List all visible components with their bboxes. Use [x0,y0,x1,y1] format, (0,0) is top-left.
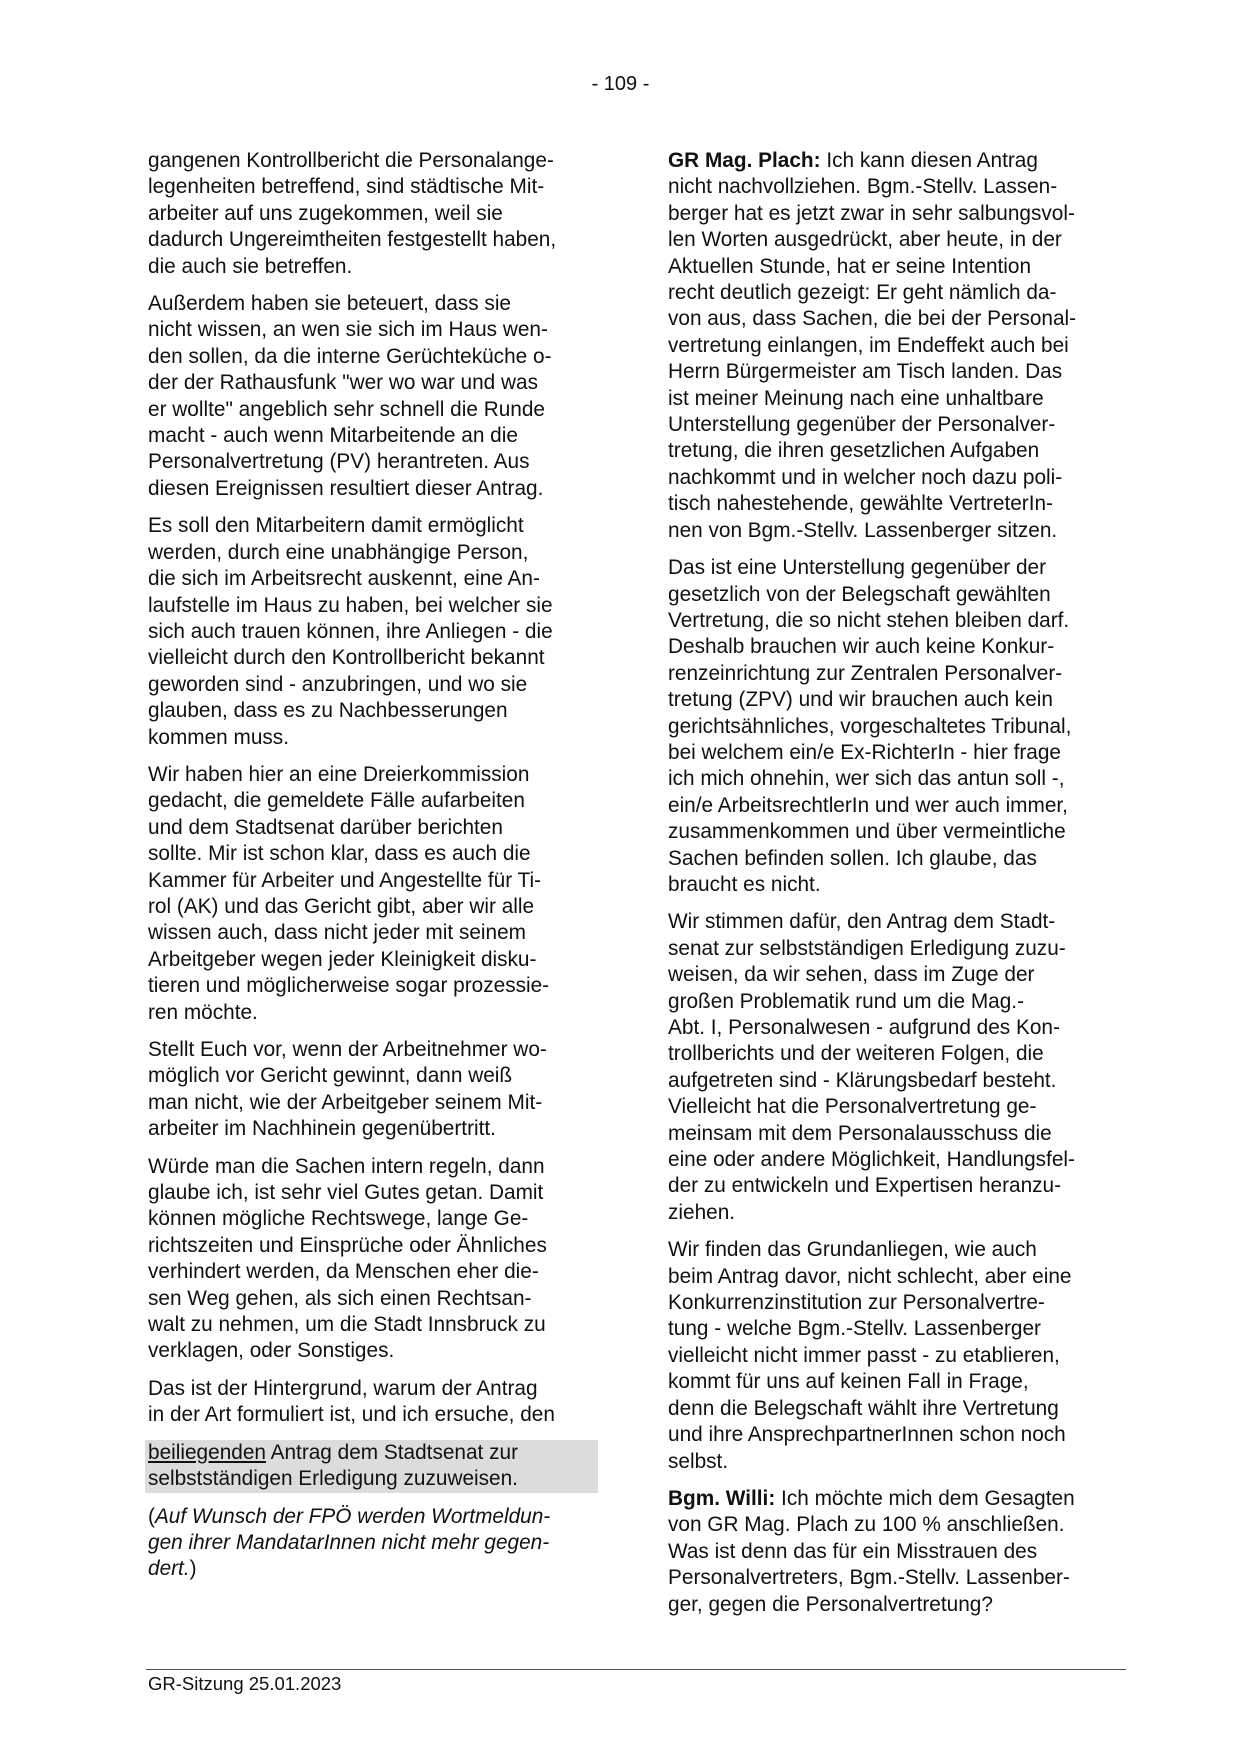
paragraph-line: aufgetreten sind - Klärungsbedarf besteht. [668,1068,1057,1092]
paragraph-line: Wir stimmen dafür, den Antrag dem Stadt- [668,910,1056,934]
paragraph-line: Herrn Bürgermeister am Tisch landen. Das [668,360,1063,384]
paragraph-line: verklagen, oder Sonstiges. [148,1339,395,1363]
paragraph [148,762,604,1026]
paragraph-line: denn die Belegschaft wählt ihre Vertretung [668,1396,1059,1420]
paragraph-line: Vertretung, die so nicht stehen bleiben darf. [668,608,1070,632]
paragraph [148,1037,604,1143]
paragraph-line: Aktuellen Stunde, hat er seine Intention [668,254,1032,278]
left-column [148,148,604,1594]
paragraph-line: er wollte" angeblich sehr schnell die Runde [148,397,545,421]
paragraph-line: Stellt Euch vor, wenn der Arbeitnehmer wo- [148,1038,547,1061]
paragraph-line: Konkurrenzinstitution zur Personalvertre- [668,1291,1045,1315]
paragraph-line [148,1556,604,1582]
paragraph-line: Deshalb brauchen wir auch keine Konkur- [668,635,1055,659]
paragraph-line [668,1486,1124,1512]
paragraph-line [668,148,1124,174]
paragraph-line: len Worten ausgedrückt, aber heute, in der [668,228,1062,252]
page-number: - 109 - [591,73,650,95]
paragraph-text: Antrag dem Stadtsenat zur [265,1440,518,1464]
paragraph-text: Ich kann diesen Antrag [820,149,1038,172]
paragraph-line: ziehen. [668,1200,736,1224]
footer-session-date: GR-Sitzung 25.01.2023 [148,1673,342,1694]
paragraph [148,148,604,280]
paragraph-line: zusammenkommen und über vermeintliche [668,820,1066,844]
paragraph-line: Kammer für Arbeiter und Angestellte für Ti- [148,868,542,892]
highlighted-motion-paragraph [148,1440,604,1493]
paragraph-line [145,1440,598,1466]
paragraph-line: werden, durch eine unabhängige Person, [148,540,529,564]
paragraph-line [148,1530,604,1556]
paragraph [148,513,604,751]
paragraph-line: sollte. Mir ist schon klar, dass es auch die [148,842,531,866]
paragraph-line: nicht wissen, an wen sie sich im Haus wen- [148,318,548,342]
paragraph-line: den sollen, da die interne Gerüchteküche o- [148,344,552,368]
note-text: Auf Wunsch der FPÖ werden Wortmeldun- [154,1504,551,1528]
paragraph-line: der zu entwickeln und Expertisen heranzu- [668,1174,1062,1198]
paragraph-line: großen Problematik rund um die Mag.- [668,989,1025,1013]
paragraph-line: Wir haben hier an eine Dreierkommission [148,762,530,786]
paragraph [668,1237,1124,1475]
paragraph-line: ren möchte. [148,1000,258,1024]
paragraph-line: rol (AK) und das Gericht gibt, aber wir alle [148,894,535,918]
paragraph-line: bei welchem ein/e Ex-RichterIn - hier frage [668,740,1061,764]
paragraph-line: macht - auch wenn Mitarbeitende an die [148,424,518,448]
paragraph-line [148,1504,604,1530]
paragraph-line: gedacht, die gemeldete Fälle aufarbeiten [148,789,525,813]
paragraph-line: ein/e ArbeitsrechtlerIn und wer auch immer, [668,793,1068,817]
paragraph-line: tieren und möglicherweise sogar prozessie- [148,974,550,998]
paragraph-line: senat zur selbstständigen Erledigung zuzu- [668,936,1066,960]
paragraph-line: tretung, die ihren gesetzlichen Aufgaben [668,439,1040,463]
paragraph-line: walt zu nehmen, um die Stadt Innsbruck zu [148,1313,546,1337]
paragraph-line: und dem Stadtsenat darüber berichten [148,815,503,839]
paragraph-line: tisch nahestehende, gewählte VertreterIn- [668,492,1053,516]
note-text: gen ihrer MandatarInnen nicht mehr gegen- [148,1530,550,1554]
paragraph-line: geworden sind - anzubringen, und wo sie [148,672,528,696]
speaker-name: GR Mag. Plach: [668,149,821,172]
paragraph-line: vielleicht nicht immer passt - zu etablieren, [668,1343,1060,1367]
paragraph [148,1376,604,1429]
paragraph-line: man nicht, wie der Arbeitgeber seinem Mit- [148,1090,543,1114]
paragraph-line: braucht es nicht. [668,872,821,896]
paragraph [668,148,1124,544]
paragraph-line: gangenen Kontrollbericht die Personalange- [148,149,554,172]
paragraph-line: dadurch Ungereimtheiten festgestellt haben, [148,228,557,252]
paragraph-line: sich auch trauen können, ihre Anliegen - die [148,619,553,643]
paragraph-line: laufstelle im Haus zu haben, bei welcher sie [148,593,553,617]
paragraph-line: Arbeitgeber wegen jeder Kleinigkeit disku- [148,947,537,971]
paragraph-line: trollberichts und der weiteren Folgen, die [668,1042,1044,1066]
paragraph-line: arbeiter im Nachhinein gegenübertritt. [148,1117,496,1141]
underlined-word: beiliegenden [148,1440,266,1464]
paragraph-line: können mögliche Rechtswege, lange Ge- [148,1207,529,1231]
speaker-name: Bgm. Willi: [668,1486,776,1510]
paragraph-line: von GR Mag. Plach zu 100 % anschließen. [668,1513,1065,1537]
paragraph-line: selbstständigen Erledigung zuzuweisen. [145,1466,598,1492]
paragraph-line: Das ist eine Unterstellung gegenüber der [668,556,1047,580]
right-column [668,148,1124,1629]
paragraph-line: wissen auch, dass nicht jeder mit seinem [148,921,526,945]
paragraph-line: Was ist denn das für ein Misstrauen des [668,1539,1038,1563]
paragraph-line: legenheiten betreffend, sind städtische Mit- [148,175,545,199]
paragraph-line: diesen Ereignissen resultiert dieser Antrag. [148,476,544,500]
editorial-note [148,1504,604,1583]
paragraph-line: selbst. [668,1449,729,1473]
paragraph-line: Wir finden das Grundanliegen, wie auch [668,1238,1037,1262]
paragraph-line: kommt für uns auf keinen Fall in Frage, [668,1370,1029,1394]
paragraph-line: kommen muss. [148,725,289,749]
paragraph-line: Abt. I, Personalwesen - aufgrund des Kon- [668,1016,1060,1039]
paragraph-line: Es soll den Mitarbeitern damit ermöglicht [148,514,524,538]
paragraph [148,291,604,502]
paragraph-line: die sich im Arbeitsrecht auskennt, eine An- [148,567,540,591]
paragraph-line: arbeiter auf uns zugekommen, weil sie [148,201,503,225]
paragraph-line: glaube ich, ist sehr viel Gutes getan. Damit [148,1181,544,1205]
paragraph [668,1486,1124,1618]
paragraph-line: Außerdem haben sie beteuert, dass sie [148,292,512,316]
paragraph-line: weisen, da wir sehen, dass im Zuge der [668,963,1035,987]
footer-divider [146,1669,1126,1670]
paragraph-line: Das ist der Hintergrund, warum der Antrag [148,1376,538,1400]
paragraph-line: Personalvertreters, Bgm.-Stellv. Lassenber- [668,1566,1070,1590]
paragraph-line: vielleicht durch den Kontrollbericht bekannt [148,646,545,670]
paragraph-line: Personalvertretung (PV) herantreten. Aus [148,450,530,474]
paragraph-line: nicht nachvollziehen. Bgm.-Stellv. Lassen- [668,175,1058,199]
paragraph-line: ger, gegen die Personalvertretung? [668,1592,993,1616]
paragraph [148,1154,604,1365]
paragraph-line: richtszeiten und Einsprüche oder Ähnliches [148,1233,547,1257]
paragraph-line: beim Antrag davor, nicht schlecht, aber eine [668,1264,1072,1288]
paragraph-line: nachkommt und in welcher noch dazu poli- [668,465,1063,489]
paragraph-line: Unterstellung gegenüber der Personalver- [668,413,1056,437]
paragraph-line: glauben, dass es zu Nachbesserungen [148,699,508,723]
paragraph-line: Vielleicht hat die Personalvertretung ge- [668,1095,1037,1119]
paragraph-line: Sachen befinden sollen. Ich glaube, das [668,846,1037,870]
paragraph-line: möglich vor Gericht gewinnt, dann weiß [148,1064,513,1088]
close-paren: ) [189,1557,197,1581]
paragraph-line: eine oder andere Möglichkeit, Handlungsfel- [668,1148,1075,1172]
paragraph-line: tretung (ZPV) und wir brauchen auch kein [668,688,1053,712]
paragraph-line: verhindert werden, da Menschen eher die- [148,1260,539,1284]
paragraph-line: sen Weg gehen, als sich einen Rechtsan- [148,1286,532,1310]
paragraph-line: der der Rathausfunk "wer wo war und was [148,371,539,395]
paragraph-line: recht deutlich gezeigt: Er geht nämlich da- [668,281,1057,305]
note-text: dert. [148,1557,190,1581]
paragraph-line: in der Art formuliert ist, und ich ersuche, den [148,1403,555,1427]
paragraph-line: meinsam mit dem Personalausschuss die [668,1121,1052,1145]
paragraph-line: von aus, dass Sachen, die bei der Personal- [668,307,1077,331]
paragraph-line: ich mich ohnehin, wer sich das antun soll -, [668,767,1065,791]
paragraph-line: gerichtsähnliches, vorgeschaltetes Tribunal, [668,714,1072,738]
paragraph-line: berger hat es jetzt zwar in sehr salbungsvol- [668,201,1075,225]
paragraph-text: Ich möchte mich dem Gesagten [775,1486,1075,1510]
paragraph [668,909,1124,1226]
paragraph [668,555,1124,898]
paragraph-line: die auch sie betreffen. [148,254,353,278]
paragraph-line: nen von Bgm.-Stellv. Lassenberger sitzen. [668,518,1058,542]
paragraph-line: ist meiner Meinung nach eine unhaltbare [668,386,1044,410]
paragraph-line: und ihre AnsprechpartnerInnen schon noch [668,1423,1066,1447]
paragraph-line: tung - welche Bgm.-Stellv. Lassenberger [668,1317,1041,1341]
paragraph-line: gesetzlich von der Belegschaft gewählten [668,582,1051,606]
paragraph-line: Würde man die Sachen intern regeln, dann [148,1154,545,1178]
open-paren: ( [148,1504,155,1528]
paragraph-line: vertretung einlangen, im Endeffekt auch bei [668,333,1069,357]
paragraph-line: renzeinrichtung zur Zentralen Personalver- [668,661,1063,685]
